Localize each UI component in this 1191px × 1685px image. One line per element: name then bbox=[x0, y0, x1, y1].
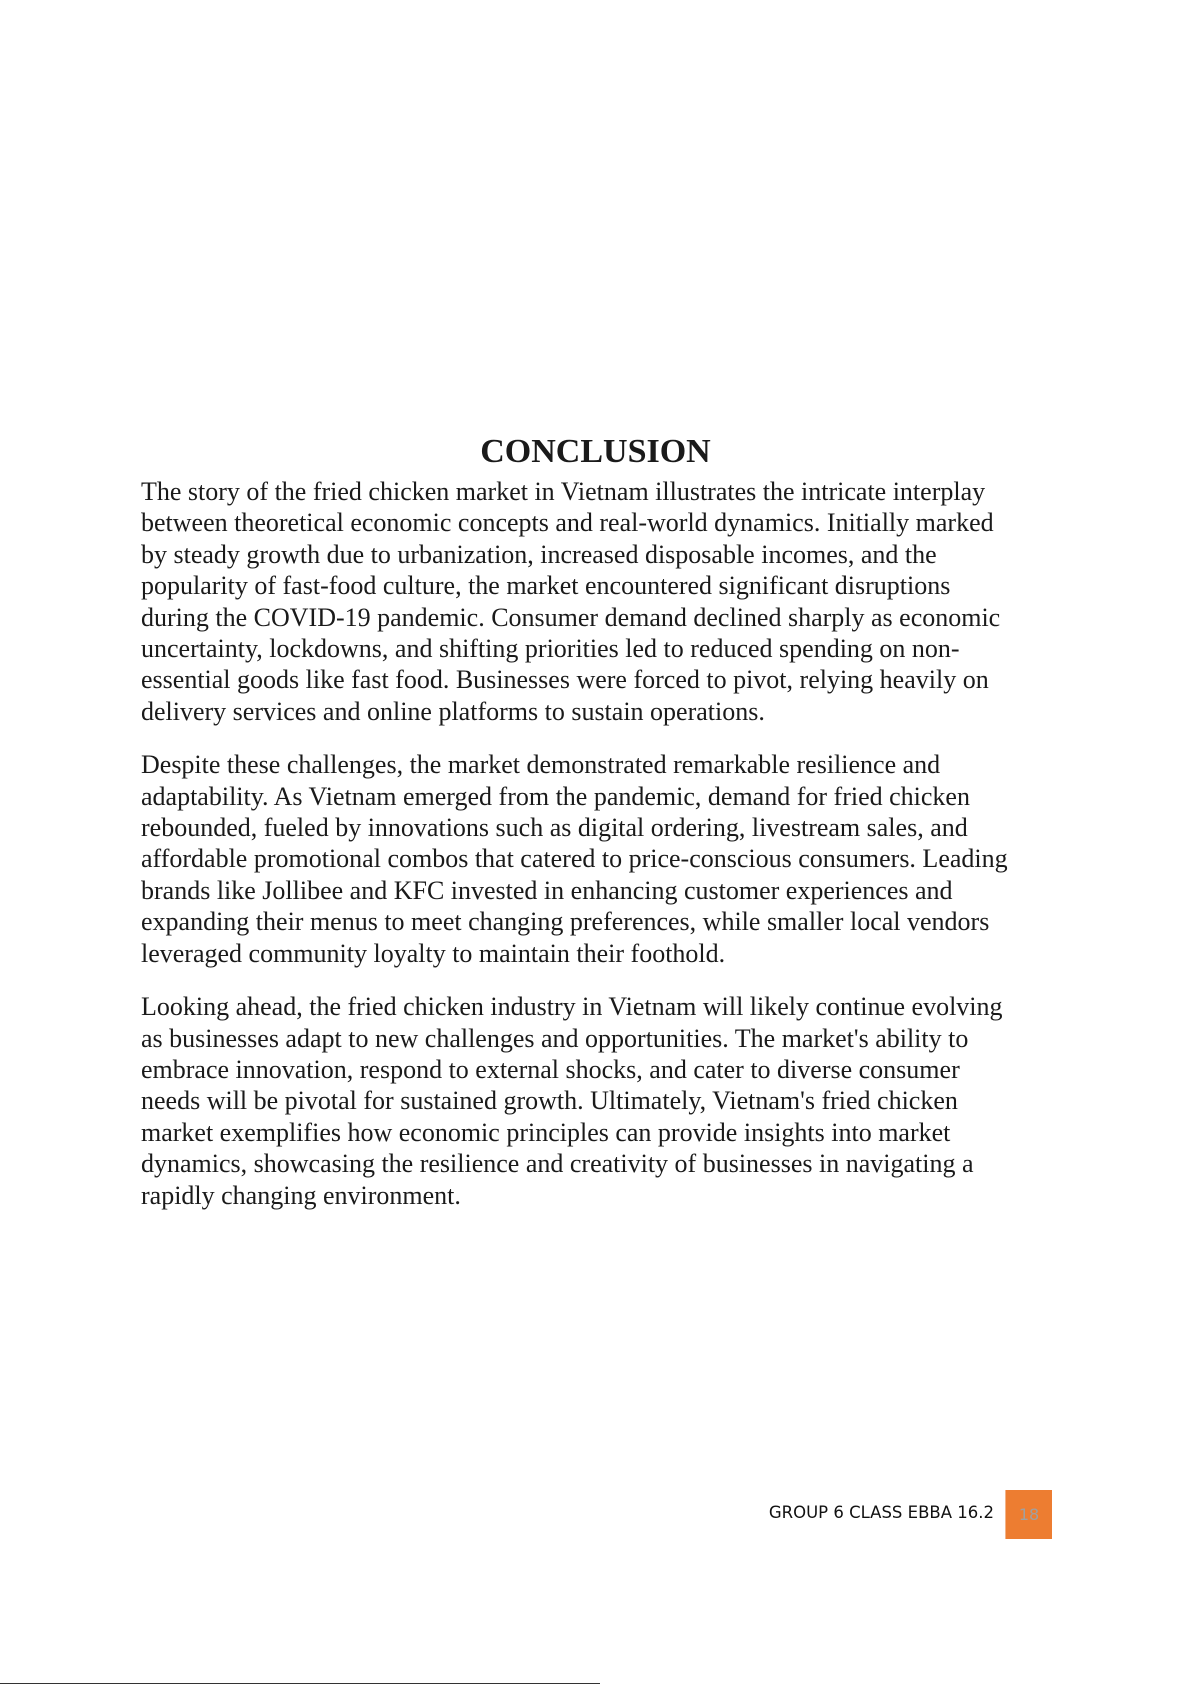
text-line: market exemplifies how economic principles can provide insights into market bbox=[141, 1117, 951, 1147]
text-line: popularity of fast-food culture, the market encountered significant disruptions bbox=[141, 571, 951, 601]
paragraph-3 bbox=[141, 991, 1081, 1211]
text-line: affordable promotional combos that catered to price-conscious consumers. Leading bbox=[141, 844, 1008, 874]
text-line: rebounded, fueled by innovations such as digital ordering, livestream sales, and bbox=[141, 813, 968, 843]
text-line: adaptability. As Vietnam emerged from the pandemic, demand for fried chicken bbox=[141, 781, 970, 811]
text-line: Despite these challenges, the market demonstrated remarkable resilience and bbox=[141, 750, 941, 780]
text-line: brands like Jollibee and KFC invested in enhancing customer experiences and bbox=[141, 875, 953, 905]
text-line: delivery services and online platforms to sustain operations. bbox=[141, 696, 765, 726]
text-line: Looking ahead, the fried chicken industry in Vietnam will likely continue evolving bbox=[141, 992, 1003, 1022]
text-line: rapidly changing environment. bbox=[141, 1180, 461, 1210]
text-line: uncertainty, lockdowns, and shifting priorities led to reduced spending on non- bbox=[141, 634, 960, 664]
text-line: leveraged community loyalty to maintain their foothold. bbox=[141, 938, 726, 968]
text-line: essential goods like fast food. Businesses were forced to pivot, relying heavily on bbox=[141, 665, 989, 695]
text-line: by steady growth due to urbanization, increased disposable incomes, and the bbox=[141, 539, 937, 569]
paragraph-1 bbox=[141, 476, 1081, 727]
paragraph-2 bbox=[141, 749, 1081, 969]
text-line: expanding their menus to meet changing preferences, while smaller local vendors bbox=[141, 907, 990, 937]
footer-group-label: GROUP 6 CLASS EBBA 16.2 bbox=[768, 1503, 994, 1522]
conclusion-body bbox=[141, 476, 1081, 1233]
page-title: CONCLUSION bbox=[480, 432, 711, 470]
text-line: dynamics, showcasing the resilience and creativity of businesses in navigating a bbox=[141, 1149, 974, 1179]
text-line: between theoretical economic concepts and real-world dynamics. Initially marked bbox=[141, 508, 994, 538]
footnote-divider bbox=[0, 1683, 600, 1684]
text-line: needs will be pivotal for sustained growth. Ultimately, Vietnam's fried chicken bbox=[141, 1086, 958, 1116]
text-line: as businesses adapt to new challenges and opportunities. The market's ability to bbox=[141, 1023, 969, 1053]
page-number: 18 bbox=[1005, 1490, 1052, 1539]
text-line: embrace innovation, respond to external shocks, and cater to diverse consumer bbox=[141, 1054, 960, 1084]
text-line: during the COVID-19 pandemic. Consumer demand declined sharply as economic bbox=[141, 602, 1001, 632]
text-line: The story of the fried chicken market in Vietnam illustrates the intricate interplay bbox=[141, 477, 986, 506]
page-footer bbox=[700, 1490, 1052, 1539]
